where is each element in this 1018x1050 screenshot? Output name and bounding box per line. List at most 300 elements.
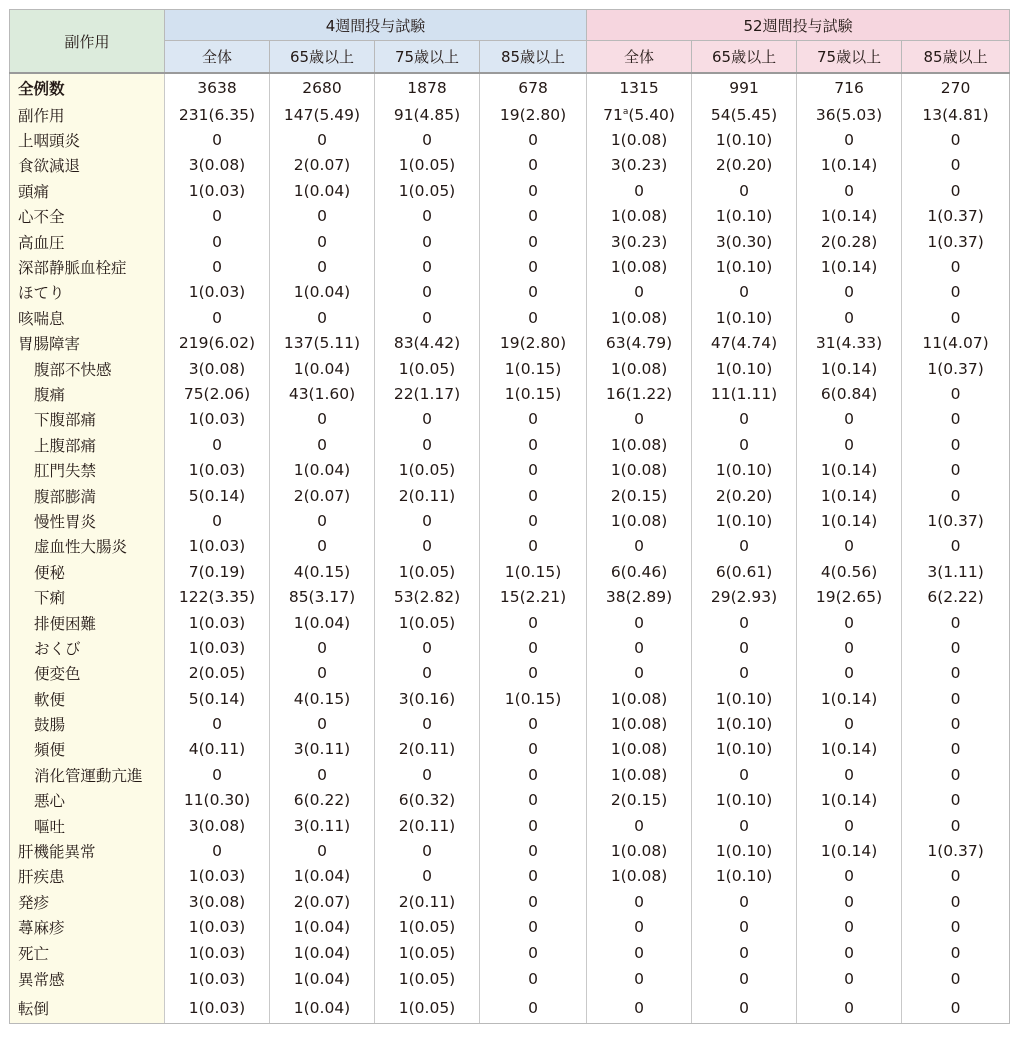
- table-cell: 1(0.10): [692, 508, 797, 533]
- table-cell: 0: [797, 610, 902, 635]
- table-cell: 0: [902, 965, 1010, 993]
- table-cell: 0: [375, 661, 480, 686]
- row-label: 消化管運動亢進: [10, 762, 165, 787]
- table-cell: 0: [270, 635, 375, 660]
- table-cell: 0: [375, 229, 480, 254]
- table-cell: 1(0.05): [375, 993, 480, 1024]
- table-cell: 1(0.15): [480, 559, 587, 584]
- table-cell: 0: [692, 940, 797, 965]
- table-cell: 0: [797, 940, 902, 965]
- row-label: 頻便: [10, 737, 165, 762]
- table-cell: 0: [902, 457, 1010, 482]
- table-cell: 4(0.15): [270, 686, 375, 711]
- table-cell: 0: [797, 993, 902, 1024]
- table-cell: 75(2.06): [165, 381, 270, 406]
- table-cell: 0: [480, 762, 587, 787]
- table-cell: 22(1.17): [375, 381, 480, 406]
- table-cell: 1(0.37): [902, 508, 1010, 533]
- table-cell: 1(0.10): [692, 737, 797, 762]
- table-cell: 0: [480, 178, 587, 203]
- table-cell: 1(0.05): [375, 610, 480, 635]
- table-row: [10, 661, 1010, 686]
- table-cell: 2(0.11): [375, 889, 480, 914]
- table-cell: 2(0.11): [375, 483, 480, 508]
- table-cell: 1(0.05): [375, 915, 480, 940]
- table-cell: 231(6.35): [165, 102, 270, 127]
- table-cell: 0: [587, 407, 692, 432]
- table-cell: 1(0.37): [902, 229, 1010, 254]
- table-cell: 1(0.08): [587, 762, 692, 787]
- table-cell: 1(0.10): [692, 254, 797, 279]
- table-cell: 0: [902, 711, 1010, 736]
- table-cell: 0: [165, 508, 270, 533]
- adverse-reactions-table-container: [9, 9, 1010, 1024]
- table-row: [10, 838, 1010, 863]
- table-cell: 1(0.10): [692, 356, 797, 381]
- table-cell: 1(0.10): [692, 457, 797, 482]
- table-cell: 1(0.08): [587, 838, 692, 863]
- table-cell: 0: [165, 838, 270, 863]
- table-cell: 2(0.15): [587, 788, 692, 813]
- row-label: 発疹: [10, 889, 165, 914]
- table-cell: 0: [480, 610, 587, 635]
- table-cell: 3(0.11): [270, 813, 375, 838]
- table-cell: 1(0.04): [270, 610, 375, 635]
- table-cell: 1(0.03): [165, 407, 270, 432]
- table-row: [10, 153, 1010, 178]
- table-cell: 1(0.03): [165, 635, 270, 660]
- table-cell: 1(0.14): [797, 153, 902, 178]
- table-cell: 0: [480, 838, 587, 863]
- table-cell: 19(2.65): [797, 584, 902, 609]
- table-cell: 1(0.03): [165, 534, 270, 559]
- table-cell: 0: [692, 432, 797, 457]
- table-cell: 0: [692, 813, 797, 838]
- table-cell: 1(0.08): [587, 711, 692, 736]
- table-cell: 47(4.74): [692, 331, 797, 356]
- table-row: [10, 254, 1010, 279]
- row-label: 肝機能異常: [10, 838, 165, 863]
- table-row: [10, 73, 1010, 102]
- table-row: [10, 762, 1010, 787]
- row-label: 嘔吐: [10, 813, 165, 838]
- table-cell: 137(5.11): [270, 331, 375, 356]
- table-cell: 0: [480, 254, 587, 279]
- subheader-4wk-all: 全体: [165, 41, 270, 74]
- table-cell: 0: [692, 610, 797, 635]
- table-cell: 3638: [165, 73, 270, 102]
- table-cell: 219(6.02): [165, 331, 270, 356]
- table-cell: 31(4.33): [797, 331, 902, 356]
- table-cell: 0: [902, 254, 1010, 279]
- table-cell: 0: [902, 534, 1010, 559]
- table-cell: 1(0.10): [692, 788, 797, 813]
- table-cell: 0: [480, 305, 587, 330]
- row-label: 腹痛: [10, 381, 165, 406]
- footnote-marker: a: [622, 106, 629, 117]
- cell-count: 71: [603, 105, 623, 124]
- table-cell: 0: [375, 127, 480, 152]
- table-row: [10, 813, 1010, 838]
- table-cell: 0: [480, 965, 587, 993]
- table-cell: 0: [375, 280, 480, 305]
- table-cell: 2(0.20): [692, 153, 797, 178]
- table-cell: 0: [902, 813, 1010, 838]
- table-cell: 1(0.14): [797, 737, 902, 762]
- table-cell: 0: [270, 661, 375, 686]
- row-label: 高血圧: [10, 229, 165, 254]
- table-cell: 2(0.05): [165, 661, 270, 686]
- table-cell: 0: [587, 965, 692, 993]
- row-label: 肛門失禁: [10, 457, 165, 482]
- subheader-52wk-75-plus: 75歳以上: [797, 41, 902, 74]
- table-cell: 1(0.08): [587, 508, 692, 533]
- table-cell: 0: [480, 940, 587, 965]
- table-cell: 0: [797, 178, 902, 203]
- row-label: おくび: [10, 635, 165, 660]
- table-cell: 0: [480, 661, 587, 686]
- table-row: [10, 457, 1010, 482]
- table-cell: 0: [375, 534, 480, 559]
- table-cell: 0: [692, 534, 797, 559]
- table-cell: 0: [902, 381, 1010, 406]
- row-label: 転倒: [10, 993, 165, 1024]
- table-cell: 0: [375, 838, 480, 863]
- table-cell: 0: [165, 432, 270, 457]
- table-cell: 0: [797, 661, 902, 686]
- table-cell: 1(0.37): [902, 204, 1010, 229]
- table-cell: 1(0.08): [587, 457, 692, 482]
- table-cell: 3(0.08): [165, 813, 270, 838]
- table-cell: 0: [375, 407, 480, 432]
- table-cell: 991: [692, 73, 797, 102]
- table-cell: 1(0.14): [797, 838, 902, 863]
- table-cell: 6(0.61): [692, 559, 797, 584]
- row-label: 悪心: [10, 788, 165, 813]
- table-cell: 0: [165, 305, 270, 330]
- table-row: [10, 508, 1010, 533]
- table-cell: 0: [587, 940, 692, 965]
- table-cell: 0: [480, 432, 587, 457]
- table-cell: 0: [480, 407, 587, 432]
- table-row: [10, 534, 1010, 559]
- table-cell: 2680: [270, 73, 375, 102]
- row-label: 下腹部痛: [10, 407, 165, 432]
- table-cell: 1(0.03): [165, 610, 270, 635]
- table-cell: 0: [587, 610, 692, 635]
- table-row: [10, 993, 1010, 1024]
- table-cell: 1(0.08): [587, 356, 692, 381]
- table-cell: 0: [270, 508, 375, 533]
- table-cell: 0: [797, 813, 902, 838]
- table-cell: 6(0.32): [375, 788, 480, 813]
- table-cell: 1(0.03): [165, 965, 270, 993]
- table-cell: 1(0.05): [375, 178, 480, 203]
- table-cell: 1(0.08): [587, 864, 692, 889]
- row-label: 咳喘息: [10, 305, 165, 330]
- table-cell: 3(0.30): [692, 229, 797, 254]
- table-cell: 85(3.17): [270, 584, 375, 609]
- table-cell: 3(0.08): [165, 889, 270, 914]
- table-cell: 63(4.79): [587, 331, 692, 356]
- table-cell: 0: [375, 762, 480, 787]
- table-cell: 0: [165, 762, 270, 787]
- table-row: [10, 381, 1010, 406]
- table-cell: 5(0.14): [165, 686, 270, 711]
- table-cell: 0: [797, 305, 902, 330]
- table-row: [10, 610, 1010, 635]
- table-cell: 1(0.03): [165, 280, 270, 305]
- table-row: [10, 965, 1010, 993]
- table-cell: 3(0.11): [270, 737, 375, 762]
- table-cell: 1(0.08): [587, 432, 692, 457]
- table-cell: 716: [797, 73, 902, 102]
- table-cell: 0: [902, 610, 1010, 635]
- table-cell: 6(2.22): [902, 584, 1010, 609]
- table-row: [10, 711, 1010, 736]
- table-body: [10, 73, 1010, 1024]
- table-cell: 1(0.03): [165, 915, 270, 940]
- table-cell: 0: [165, 127, 270, 152]
- table-cell: 0: [165, 204, 270, 229]
- row-label: 心不全: [10, 204, 165, 229]
- table-cell: 0: [902, 407, 1010, 432]
- table-cell: 1(0.03): [165, 178, 270, 203]
- table-row: [10, 788, 1010, 813]
- table-cell: 0: [270, 127, 375, 152]
- table-cell: 38(2.89): [587, 584, 692, 609]
- table-cell: 15(2.21): [480, 584, 587, 609]
- column-header-adverse-reaction: 副作用: [10, 10, 165, 74]
- table-cell: 1(0.08): [587, 686, 692, 711]
- table-cell: 1(0.04): [270, 280, 375, 305]
- subheader-4wk-85-plus: 85歳以上: [480, 41, 587, 74]
- table-cell: 19(2.80): [480, 331, 587, 356]
- table-cell: 2(0.07): [270, 153, 375, 178]
- table-cell: 1(0.14): [797, 254, 902, 279]
- table-cell: 0: [587, 280, 692, 305]
- row-label: 上咽頭炎: [10, 127, 165, 152]
- table-cell: 1(0.03): [165, 940, 270, 965]
- table-cell: 0: [480, 153, 587, 178]
- table-cell: 0: [587, 915, 692, 940]
- table-cell: 1(0.37): [902, 356, 1010, 381]
- group-header-4-week-study: 4週間投与試験: [165, 10, 587, 41]
- table-cell: 1(0.05): [375, 940, 480, 965]
- table-cell: 13(4.81): [902, 102, 1010, 127]
- table-row: [10, 686, 1010, 711]
- table-cell: 1315: [587, 73, 692, 102]
- table-cell: 1(0.05): [375, 965, 480, 993]
- table-cell: 1(0.08): [587, 204, 692, 229]
- table-cell: 0: [797, 432, 902, 457]
- table-cell: 1(0.04): [270, 915, 375, 940]
- table-cell: 0: [480, 864, 587, 889]
- table-cell: 1(0.15): [480, 686, 587, 711]
- table-cell: 1(0.03): [165, 457, 270, 482]
- table-cell: 0: [902, 864, 1010, 889]
- table-cell: 3(0.16): [375, 686, 480, 711]
- table-cell: 0: [480, 813, 587, 838]
- table-cell: 147(5.49): [270, 102, 375, 127]
- table-cell: 1(0.10): [692, 838, 797, 863]
- table-cell: 0: [480, 993, 587, 1024]
- table-cell: 0: [270, 305, 375, 330]
- table-cell: 3(0.08): [165, 153, 270, 178]
- table-cell: 1(0.10): [692, 204, 797, 229]
- row-label: 頭痛: [10, 178, 165, 203]
- table-cell: 0: [797, 965, 902, 993]
- row-label: 副作用: [10, 102, 165, 127]
- table-cell: 1(0.37): [902, 838, 1010, 863]
- row-label: 上腹部痛: [10, 432, 165, 457]
- table-cell: 0: [902, 635, 1010, 660]
- table-cell: 0: [165, 254, 270, 279]
- row-label: ほてり: [10, 280, 165, 305]
- table-cell: 2(0.07): [270, 889, 375, 914]
- table-cell: 29(2.93): [692, 584, 797, 609]
- table-cell: 0: [587, 993, 692, 1024]
- table-cell: 0: [375, 711, 480, 736]
- table-cell: 0: [480, 788, 587, 813]
- table-cell: 1(0.15): [480, 356, 587, 381]
- row-label: 腹部膨満: [10, 483, 165, 508]
- table-cell: 11(1.11): [692, 381, 797, 406]
- subheader-52wk-85-plus: 85歳以上: [902, 41, 1010, 74]
- table-cell: 1(0.05): [375, 356, 480, 381]
- table-cell: 1(0.08): [587, 305, 692, 330]
- table-cell: 0: [270, 534, 375, 559]
- table-cell: 5(0.14): [165, 483, 270, 508]
- subheader-4wk-75-plus: 75歳以上: [375, 41, 480, 74]
- table-cell: 0: [692, 965, 797, 993]
- table-cell: 1(0.14): [797, 686, 902, 711]
- table-cell: 1(0.04): [270, 178, 375, 203]
- table-row: [10, 127, 1010, 152]
- table-cell: 0: [797, 407, 902, 432]
- table-cell: 1(0.04): [270, 965, 375, 993]
- table-cell: 0: [587, 661, 692, 686]
- table-cell: 0: [902, 153, 1010, 178]
- table-cell: 0: [587, 813, 692, 838]
- table-cell: 1(0.14): [797, 788, 902, 813]
- table-cell: 0: [692, 280, 797, 305]
- table-cell: 0: [480, 635, 587, 660]
- table-cell: 0: [480, 711, 587, 736]
- table-cell: 1(0.14): [797, 457, 902, 482]
- table-row: [10, 102, 1010, 127]
- row-label: 虚血性大腸炎: [10, 534, 165, 559]
- table-cell: 0: [902, 915, 1010, 940]
- table-cell: 11(0.30): [165, 788, 270, 813]
- subheader-52wk-all: 全体: [587, 41, 692, 74]
- table-cell: 0: [587, 889, 692, 914]
- table-cell: 0: [480, 889, 587, 914]
- table-cell: 0: [480, 229, 587, 254]
- table-cell: 1(0.14): [797, 483, 902, 508]
- group-header-52-week-study: 52週間投与試験: [587, 10, 1010, 41]
- table-cell: 1(0.03): [165, 993, 270, 1024]
- table-cell: 0: [902, 993, 1010, 1024]
- table-cell: 0: [692, 762, 797, 787]
- table-cell: 0: [902, 889, 1010, 914]
- table-cell: 1(0.05): [375, 153, 480, 178]
- table-cell: 0: [902, 305, 1010, 330]
- table-cell: 0: [902, 788, 1010, 813]
- row-label: 軟便: [10, 686, 165, 711]
- table-cell: 3(0.08): [165, 356, 270, 381]
- table-cell: 3(1.11): [902, 559, 1010, 584]
- table-cell: 1(0.04): [270, 940, 375, 965]
- table-cell: 1(0.08): [587, 127, 692, 152]
- row-label: 便変色: [10, 661, 165, 686]
- table-cell: 1(0.14): [797, 508, 902, 533]
- table-cell: 0: [797, 889, 902, 914]
- table-cell: 4(0.56): [797, 559, 902, 584]
- table-cell: 1(0.10): [692, 711, 797, 736]
- table-cell: 0: [165, 229, 270, 254]
- table-cell: 1878: [375, 73, 480, 102]
- row-label: 死亡: [10, 940, 165, 965]
- table-cell: 0: [480, 483, 587, 508]
- table-cell: 0: [902, 762, 1010, 787]
- table-row: [10, 432, 1010, 457]
- table-cell: 0: [480, 508, 587, 533]
- table-row: [10, 915, 1010, 940]
- table-cell: 0: [797, 534, 902, 559]
- table-cell: 3(0.23): [587, 153, 692, 178]
- adverse-reactions-table: [9, 9, 1010, 1024]
- table-cell: 2(0.07): [270, 483, 375, 508]
- table-cell: 270: [902, 73, 1010, 102]
- table-cell: 0: [902, 483, 1010, 508]
- table-cell: 0: [270, 711, 375, 736]
- table-cell: 0: [692, 661, 797, 686]
- table-cell: 0: [270, 762, 375, 787]
- table-cell: 1(0.04): [270, 356, 375, 381]
- row-label: 鼓腸: [10, 711, 165, 736]
- table-row: [10, 229, 1010, 254]
- cell-percentage: (5.40): [628, 105, 675, 124]
- table-cell: 54(5.45): [692, 102, 797, 127]
- table-cell: 0: [692, 915, 797, 940]
- row-label: 食欲減退: [10, 153, 165, 178]
- table-cell: 0: [902, 280, 1010, 305]
- table-row: [10, 584, 1010, 609]
- table-cell: 1(0.03): [165, 864, 270, 889]
- table-row: [10, 559, 1010, 584]
- row-label: 胃腸障害: [10, 331, 165, 356]
- table-cell: 3(0.23): [587, 229, 692, 254]
- table-cell: 1(0.14): [797, 356, 902, 381]
- table-cell: 0: [480, 457, 587, 482]
- row-label: 腹部不快感: [10, 356, 165, 381]
- table-cell: 0: [587, 534, 692, 559]
- table-cell: 1(0.14): [797, 204, 902, 229]
- table-row: [10, 280, 1010, 305]
- table-cell: 0: [902, 686, 1010, 711]
- table-cell: 678: [480, 73, 587, 102]
- table-row: [10, 331, 1010, 356]
- table-cell: 19(2.80): [480, 102, 587, 127]
- table-cell: 0: [692, 178, 797, 203]
- table-cell: 6(0.46): [587, 559, 692, 584]
- table-cell: 0: [902, 661, 1010, 686]
- table-cell: 0: [902, 737, 1010, 762]
- row-label: 異常感: [10, 965, 165, 993]
- table-cell: 0: [692, 407, 797, 432]
- table-cell: 1(0.10): [692, 686, 797, 711]
